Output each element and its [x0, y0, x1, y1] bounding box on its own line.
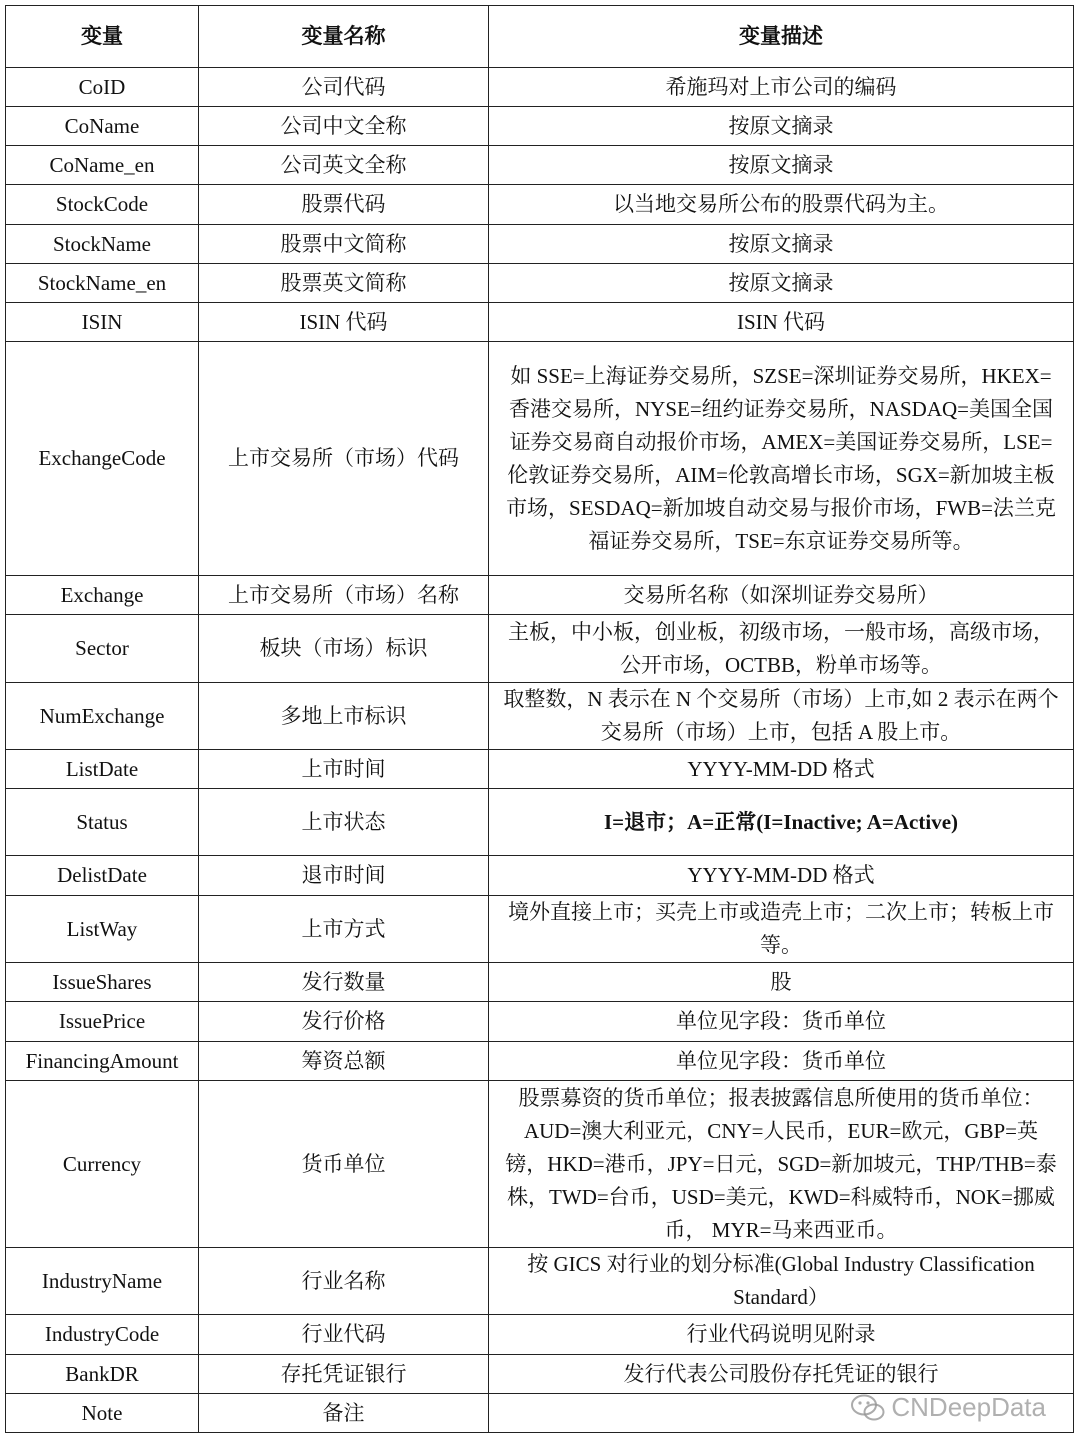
variable-name-cell: 板块（市场）标识: [199, 615, 489, 683]
variable-cell: StockCode: [6, 185, 199, 225]
table-row: [6, 185, 1074, 225]
variable-description-cell: 按原文摘录: [489, 146, 1074, 185]
watermark-text: CNDeepData: [891, 1392, 1046, 1422]
table-row: [6, 264, 1074, 303]
table-row: [6, 856, 1074, 896]
variable-description-cell: 境外直接上市；买壳上市或造壳上市；二次上市；转板上市等。: [489, 896, 1074, 963]
table-row: [6, 1355, 1074, 1394]
variable-name-cell: 公司代码: [199, 68, 489, 107]
table-row: [6, 146, 1074, 185]
variable-cell: CoID: [6, 68, 199, 107]
variable-description-cell: YYYY-MM-DD 格式: [489, 856, 1074, 896]
table-row: [6, 1081, 1074, 1248]
table-row: [6, 303, 1074, 342]
variable-name-cell: 发行数量: [199, 963, 489, 1002]
variable-name-cell: 上市方式: [199, 896, 489, 963]
variable-cell: ExchangeCode: [6, 342, 199, 576]
table-row: [6, 576, 1074, 615]
variable-description-cell: 单位见字段：货币单位: [489, 1002, 1074, 1042]
variable-name-cell: 存托凭证银行: [199, 1355, 489, 1394]
variable-description-cell: 希施玛对上市公司的编码: [489, 68, 1074, 107]
variable-cell: Status: [6, 789, 199, 856]
variable-cell: StockName: [6, 225, 199, 264]
variable-description-cell: 按 GICS 对行业的划分标准(Global Industry Classification Standard）: [489, 1248, 1074, 1315]
header-variable-name: 变量名称: [199, 6, 489, 68]
table-row: [6, 789, 1074, 856]
variable-description-cell: 取整数，N 表示在 N 个交易所（市场）上市,如 2 表示在两个交易所（市场）上市，包括 A 股上市。: [489, 683, 1074, 750]
variable-name-cell: 上市状态: [199, 789, 489, 856]
variable-name-cell: 股票中文简称: [199, 225, 489, 264]
variable-description-cell: 单位见字段：货币单位: [489, 1042, 1074, 1081]
variable-description-cell: 发行代表公司股份存托凭证的银行: [489, 1355, 1074, 1394]
variable-cell: BankDR: [6, 1355, 199, 1394]
header-variable-description: 变量描述: [489, 6, 1074, 68]
variable-cell: IssueShares: [6, 963, 199, 1002]
variable-name-cell: 上市交易所（市场）代码: [199, 342, 489, 576]
variable-cell: DelistDate: [6, 856, 199, 896]
variable-cell: StockName_en: [6, 264, 199, 303]
wechat-icon: [851, 1394, 885, 1422]
table-row: [6, 342, 1074, 576]
variable-description-cell: I=退市；A=正常(I=Inactive; A=Active): [489, 789, 1074, 856]
table-row: [6, 1002, 1074, 1042]
table-row: [6, 107, 1074, 146]
table-row: [6, 1248, 1074, 1315]
variable-cell: Currency: [6, 1081, 199, 1248]
variable-name-cell: 多地上市标识: [199, 683, 489, 750]
variable-cell: IssuePrice: [6, 1002, 199, 1042]
variable-name-cell: 上市时间: [199, 750, 489, 789]
table-row: [6, 963, 1074, 1002]
table-row: [6, 615, 1074, 683]
variable-description-cell: 交易所名称（如深圳证券交易所）: [489, 576, 1074, 615]
table-row: [6, 225, 1074, 264]
variable-cell: IndustryName: [6, 1248, 199, 1315]
table-row: [6, 750, 1074, 789]
variable-cell: CoName_en: [6, 146, 199, 185]
variable-cell: IndustryCode: [6, 1315, 199, 1355]
variable-description-cell: 按原文摘录: [489, 107, 1074, 146]
variable-description-cell: ISIN 代码: [489, 303, 1074, 342]
table-header-row: [6, 6, 1074, 68]
variable-name-cell: 股票英文简称: [199, 264, 489, 303]
variable-name-cell: 退市时间: [199, 856, 489, 896]
table-row: [6, 1042, 1074, 1081]
variable-table-container: [5, 5, 1075, 1433]
variable-description-cell: 以当地交易所公布的股票代码为主。: [489, 185, 1074, 225]
header-variable: 变量: [6, 6, 199, 68]
variable-cell: Sector: [6, 615, 199, 683]
variable-table: [5, 5, 1074, 1433]
table-row: [6, 896, 1074, 963]
variable-name-cell: 行业名称: [199, 1248, 489, 1315]
variable-description-cell: 按原文摘录: [489, 264, 1074, 303]
variable-cell: FinancingAmount: [6, 1042, 199, 1081]
variable-cell: ListDate: [6, 750, 199, 789]
variable-description-cell: 股: [489, 963, 1074, 1002]
variable-name-cell: 公司中文全称: [199, 107, 489, 146]
variable-name-cell: 备注: [199, 1394, 489, 1433]
variable-cell: ISIN: [6, 303, 199, 342]
variable-description-cell: YYYY-MM-DD 格式: [489, 750, 1074, 789]
variable-cell: NumExchange: [6, 683, 199, 750]
variable-description-cell: 行业代码说明见附录: [489, 1315, 1074, 1355]
variable-name-cell: 公司英文全称: [199, 146, 489, 185]
table-row: [6, 1315, 1074, 1355]
watermark: [851, 1392, 1046, 1423]
variable-name-cell: 行业代码: [199, 1315, 489, 1355]
variable-name-cell: 筹资总额: [199, 1042, 489, 1081]
variable-cell: Note: [6, 1394, 199, 1433]
variable-cell: Exchange: [6, 576, 199, 615]
variable-description-cell: 按原文摘录: [489, 225, 1074, 264]
variable-cell: CoName: [6, 107, 199, 146]
variable-name-cell: 发行价格: [199, 1002, 489, 1042]
variable-description-cell: 主板，中小板，创业板，初级市场，一般市场，高级市场，公开市场，OCTBB，粉单市场等。: [489, 615, 1074, 683]
variable-name-cell: ISIN 代码: [199, 303, 489, 342]
table-row: [6, 68, 1074, 107]
variable-name-cell: 货币单位: [199, 1081, 489, 1248]
table-row: [6, 683, 1074, 750]
variable-name-cell: 上市交易所（市场）名称: [199, 576, 489, 615]
variable-name-cell: 股票代码: [199, 185, 489, 225]
variable-description-cell: 股票募资的货币单位；报表披露信息所使用的货币单位：AUD=澳大利亚元，CNY=人民币，EUR=欧元，GBP=英镑，HKD=港币，JPY=日元，SGD=新加坡元，THP/THB=泰株，TWD=台币，USD=美元，KWD=科威特币，NOK=挪威币， MYR=马来西亚币。: [489, 1081, 1074, 1248]
variable-description-cell: 如 SSE=上海证券交易所，SZSE=深圳证券交易所，HKEX=香港交易所，NYSE=纽约证券交易所，NASDAQ=美国全国证券交易商自动报价市场，AMEX=美国证券交易所，LSE=伦敦证券交易所，AIM=伦敦高增长市场，SGX=新加坡主板市场，SESDAQ=新加坡自动交易与报价市场，FWB=法兰克福证券交易所，TSE=东京证券交易所等。: [489, 342, 1074, 576]
variable-cell: ListWay: [6, 896, 199, 963]
